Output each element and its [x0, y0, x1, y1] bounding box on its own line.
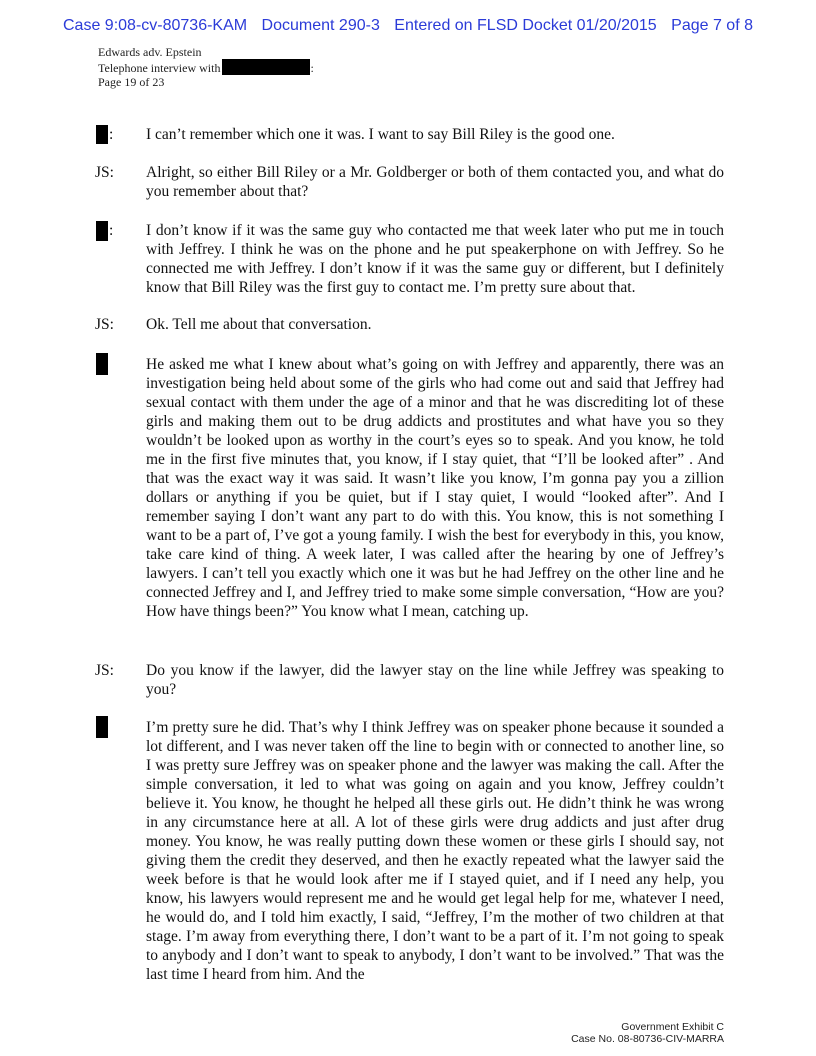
- case-number: Case 9:08-cv-80736-KAM: [63, 17, 248, 34]
- transcript-text: I’m pretty sure he did. That’s why I think Jeffrey was on speaker phone because it sounded a lot different, and I was never taken off the line to begin with or connected to another line, so I was pretty sure Jeffrey was on speaker phone and the lawyer was making the call. After the simple conversation, it led to what was going on again and you know, Jeffrey couldn’t believe it. You know, he thought he helped all these girls out. He didn’t think he was wrong in any circumstance here at all. A lot of these girls were drug addicts and just after drug money. You know, he was really putting down these women or these girls I should say, not giving them the credit they deserved, and then he exactly repeated what the lawyer said the week before is that he would look after me if I stayed quiet, and if I need any help, you know, his lawyers would represent me and he would get legal help for me, whatever I need, he would do, and I told him exactly, I said, “Jeffrey, I’m the mother of two children at that stage. I’m away from everything there, I don’t want to be a part of it. I’m not going to speak to anybody and I don’t want to speak to anybody, I don’t want to be involved.” That was the last time I heard from him. And the: [146, 719, 724, 983]
- court-filing-header: [0, 17, 816, 35]
- transcript-text: I can’t remember which one it was. I want to say Bill Riley is the good one.: [146, 126, 615, 143]
- speaker-label: JS:: [95, 316, 114, 333]
- exhibit-footer: [571, 1021, 724, 1045]
- document-caption: Edwards adv. Epstein: [98, 45, 202, 59]
- redaction-bar: [222, 59, 310, 75]
- court-page-number: Page 7 of 8: [671, 17, 753, 34]
- document-page-number: Page 19 of 23: [98, 75, 165, 89]
- speaker-label: JS:: [95, 662, 114, 679]
- redacted-speaker: [96, 716, 108, 738]
- transcript-text: I don’t know if it was the same guy who contacted me that week later who put me in touch with Jeffrey. I think he was on the phone and he put speakerphone on with Jeffrey. So he connected me with Jeffrey. I don’t know if it was the same guy or different, but I definitely know that Bill Riley was the first guy to contact me. I’m pretty sure about that.: [146, 222, 724, 296]
- transcript-text: Alright, so either Bill Riley or a Mr. Goldberger or both of them contacted you, and what do you remember about that?: [146, 164, 724, 200]
- interview-title: Telephone interview with :: [98, 61, 314, 75]
- speaker-label: JS:: [95, 164, 114, 181]
- document-header: [98, 45, 314, 89]
- footer-case-number: Case No. 08-80736-CIV-MARRA: [571, 1033, 724, 1045]
- docket-entry: Entered on FLSD Docket 01/20/2015: [394, 17, 657, 34]
- transcript-text: Ok. Tell me about that conversation.: [146, 316, 372, 333]
- exhibit-label: Government Exhibit C: [621, 1021, 724, 1033]
- transcript-text: Do you know if the lawyer, did the lawyer stay on the line while Jeffrey was speaking to you?: [146, 662, 724, 698]
- redacted-speaker: [96, 221, 108, 241]
- redacted-speaker: [96, 353, 108, 375]
- document-number: Document 290-3: [261, 17, 380, 34]
- redacted-speaker: [96, 125, 108, 144]
- transcript-text: He asked me what I knew about what’s going on with Jeffrey and apparently, there was an investigation being held about some of the girls who had come out and said that Jeffrey had sexual contact with them under the age of a minor and that he was discrediting lot of these girls and making them out to be drug addicts and prostitutes and what have you so they wouldn’t be looked upon as worthy in the court’s eyes so to speak. And you know, he told me in the first five minutes that, you know, if I stay quiet, that “I’ll be looked after” . And that was the exact way it was said. It wasn’t like you know, I’m gonna pay you a zillion dollars or anything if you be quiet, but if I stay quiet, I would “looked after”. And I remember saying I don’t want any part to do with this. You know, this is not something I want to be a part of, I’ve got a young family. I wish the best for everybody in this, you know, take care kind of thing. A week later, I was called after the hearing by one of Jeffrey’s lawyers. I can’t tell you exactly which one it was but he had Jeffrey on the other line and he connected Jeffrey and I, and Jeffrey tried to make some simple conversation, “How are you? How have things been?” You know what I mean, catching up.: [146, 356, 724, 620]
